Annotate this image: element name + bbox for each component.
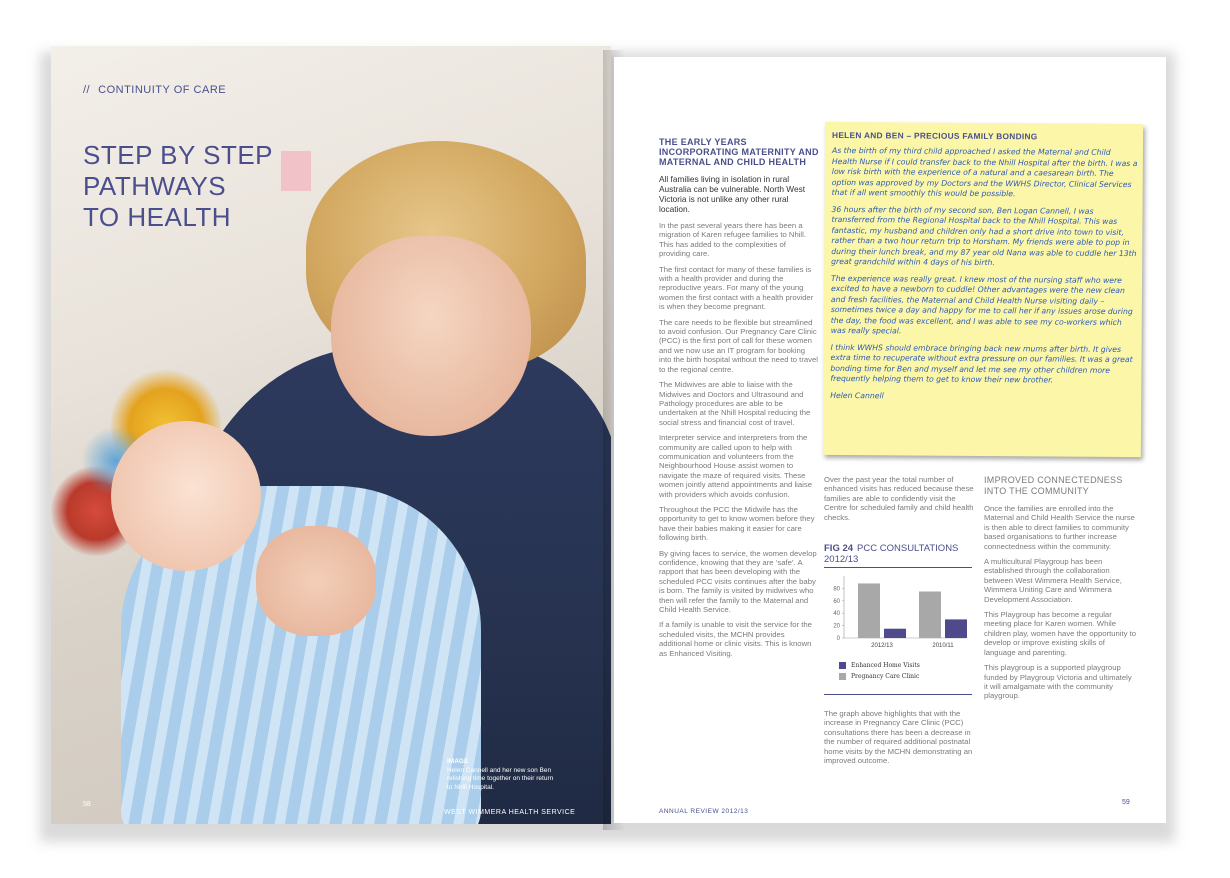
column-enhanced-visits bbox=[824, 475, 979, 528]
legend-label: Pregnancy Care Clinic bbox=[851, 673, 920, 680]
note-signature: Helen Cannell bbox=[830, 390, 884, 400]
legend-swatch bbox=[839, 673, 846, 680]
title-line-3: TO HEALTH bbox=[83, 202, 232, 232]
section-heading: THE EARLY YEARS INCORPORATING MATERNITY AND MATERNAL AND CHILD HEALTH bbox=[659, 137, 819, 167]
legend-label: Enhanced Home Visits bbox=[851, 662, 920, 669]
body-paragraph: If a family is unable to visit the service for the scheduled visits, the MCHN provides additional home or clinic visits. This is known as Enhanced Visiting. bbox=[659, 620, 812, 658]
category-label: 2012/13 bbox=[871, 643, 893, 649]
figure-title-text: PCC CONSULTATIONS 2012/13 bbox=[824, 543, 959, 565]
figure-number: FIG 24 bbox=[824, 543, 854, 554]
figure-rule-top bbox=[824, 567, 972, 568]
body-paragraph: Throughout the PCC the Midwife has the opportunity to get to know women before they have their babies making it easier for care following birth. bbox=[659, 504, 815, 543]
y-tick-label: 80 bbox=[833, 586, 840, 593]
lead-paragraph: All families living in isolation in rural Australia can be vulnerable. North West Victoria is not unlike any other rural location. bbox=[659, 174, 806, 214]
legend-item bbox=[839, 673, 974, 680]
note-body bbox=[830, 146, 1138, 409]
caption-text: Helen Cannell and her new son Ben relishing time together on their return to Nhill Hospital. bbox=[447, 766, 554, 791]
body-paragraph: This Playgroup has become a regular meeting place for Karen women. While children play, women have the opportunity to develop or improve existing skills of language and parenting. bbox=[984, 610, 1136, 657]
bar-enhanced-home-visits bbox=[945, 619, 967, 638]
bar-pregnancy-care-clinic bbox=[919, 592, 941, 639]
title-line-1: STEP BY STEP bbox=[83, 140, 274, 170]
body-paragraph: By giving faces to service, the women develop confidence, knowing that they are ‘safe’. A rapport that has been developing with the scheduled PCC visits continues after the baby is born. The family is visited by midwives who then will refer the family to the Maternal and Child Health Service. bbox=[659, 548, 817, 615]
legend-swatch bbox=[839, 662, 846, 669]
note-paragraph: I think WWHS should embrace bringing back new mums after birth. It gives extra time to recuperate without extra pressure on our families. It was a great bonding time for Ben and myself and let me see my other children more frequently helping them to get to know their new brother. bbox=[830, 342, 1133, 385]
body-paragraph: Interpreter service and interpreters from the community are called upon to help with communication and volunteers from the Neighbourhood House assist women to navigate the maze of required visits. These women jointly attend appointments and liaise with providers which avoids confusion. bbox=[659, 433, 812, 499]
body-paragraph: Once the families are enrolled into the Maternal and Child Health Service the nurse is then able to direct families to community based organisations to further increase connectedness within the community. bbox=[984, 504, 1135, 551]
category-label: 2010/11 bbox=[932, 643, 954, 649]
bar-pregnancy-care-clinic bbox=[858, 583, 880, 638]
y-tick-label: 0 bbox=[836, 636, 840, 642]
figure-rule-bottom bbox=[824, 694, 972, 695]
left-page-number: 58 bbox=[83, 801, 91, 808]
y-tick-label: 40 bbox=[833, 611, 840, 618]
right-page bbox=[614, 57, 1166, 823]
body-paragraph: The care needs to be flexible but streamlined to avoid confusion. Our Pregnancy Care Clinic (PCC) is the first port of call for these women and we now use an IT program for booking into the birth hospital without the need to travel to the regional centre. bbox=[659, 317, 818, 374]
pcc-consultations-chart bbox=[826, 572, 974, 652]
column-connectedness bbox=[984, 475, 1136, 707]
left-page bbox=[51, 46, 611, 824]
bar-enhanced-home-visits bbox=[884, 629, 906, 638]
body-paragraph: Over the past year the total number of enhanced visits has reduced because these families are able to confidently visit the Centre for scheduled family and child health checks. bbox=[824, 475, 974, 522]
note-paragraph: As the birth of my third child approached I asked the Maternal and Child Health Nurse if I could transfer back to the Nhill Hospital after the birth. I was a low risk birth with the experience of a natural and a caesarean birth. The option was approved by my Doctors and the WWHS Director, Clinical Services that if all went smoothly this would be possible. bbox=[831, 145, 1138, 199]
page-title bbox=[83, 140, 303, 233]
column-early-years bbox=[659, 137, 819, 664]
section-prefix: // bbox=[83, 84, 91, 96]
y-tick-label: 20 bbox=[833, 623, 840, 630]
note-paragraph: The experience was really great. I knew most of the nursing staff who were excited to have a newborn to cuddle! Other advantages were the new clean and fresh facilities, the Maternal and Child Health Nurse visiting daily – sometimes twice a day and happy for me to call her if any issues arose during the day, the food was excellent, and I was able to see my co-workers which was really special. bbox=[830, 273, 1133, 336]
chart-description bbox=[824, 709, 974, 771]
right-footer: ANNUAL REVIEW 2012/13 bbox=[659, 808, 749, 815]
body-paragraph: The Midwives are able to liaise with the Midwives and Doctors and Ultrasound and Pathology procedures are able to be undertaken at the Nhill Hospital reducing the social stress and financial cost of travel. bbox=[659, 380, 811, 427]
right-page-number: 59 bbox=[1122, 799, 1130, 806]
section-heading: IMPROVED CONNECTEDNESS INTO THE COMMUNITY bbox=[984, 475, 1123, 496]
title-line-2: PATHWAYS bbox=[83, 171, 227, 201]
image-caption bbox=[447, 758, 557, 792]
chart-legend bbox=[839, 662, 974, 684]
y-tick-label: 60 bbox=[833, 598, 840, 605]
figure-title bbox=[824, 543, 972, 565]
caption-head: IMAGE bbox=[447, 758, 469, 765]
sticky-note-testimonial bbox=[823, 122, 1143, 457]
body-paragraph: This playgroup is a supported playgroup funded by Playgroup Victoria and ultimately it will amalgamate with the community playgroup. bbox=[984, 663, 1132, 701]
left-footer: WEST WIMMERA HEALTH SERVICE bbox=[444, 809, 576, 816]
body-paragraph: In the past several years there has been a migration of Karen refugee families to Nhill. This has added to the complexities of providing care. bbox=[659, 221, 806, 259]
legend-item bbox=[839, 662, 974, 669]
section-label-text: CONTINUITY OF CARE bbox=[98, 84, 227, 96]
body-paragraph: A multicultural Playgroup has been established through the collaboration between West Wimmera Health Service, Wimmera Uniting Care and Wimmera Development Association. bbox=[984, 557, 1122, 604]
section-label bbox=[83, 84, 226, 96]
note-title: HELEN AND BEN – PRECIOUS FAMILY BONDING bbox=[832, 129, 1038, 142]
body-paragraph: The graph above highlights that with the increase in Pregnancy Care Clinic (PCC) consultations there has been a decrease in the number of required additional postnatal home visits by the MCHN demonstrating an improved outcome. bbox=[824, 709, 973, 766]
note-paragraph: 36 hours after the birth of my second son, Ben Logan Cannell, I was transferred from the Regional Hospital back to the Nhill Hospital. This was fantastic, my husband and children only had a short drive into town to visit, rather than a two hour return trip to Horsham. My friends were able to pop in during their lunch break, and my 87 year old Nana was able to cuddle her 13th great grandchild within 4 days of his birth. bbox=[831, 204, 1137, 268]
body-paragraph: The first contact for many of these families is with a health provider and during the reproductive years. For many of the young women the first contact with a health provider is when they become pregnant. bbox=[659, 264, 814, 312]
